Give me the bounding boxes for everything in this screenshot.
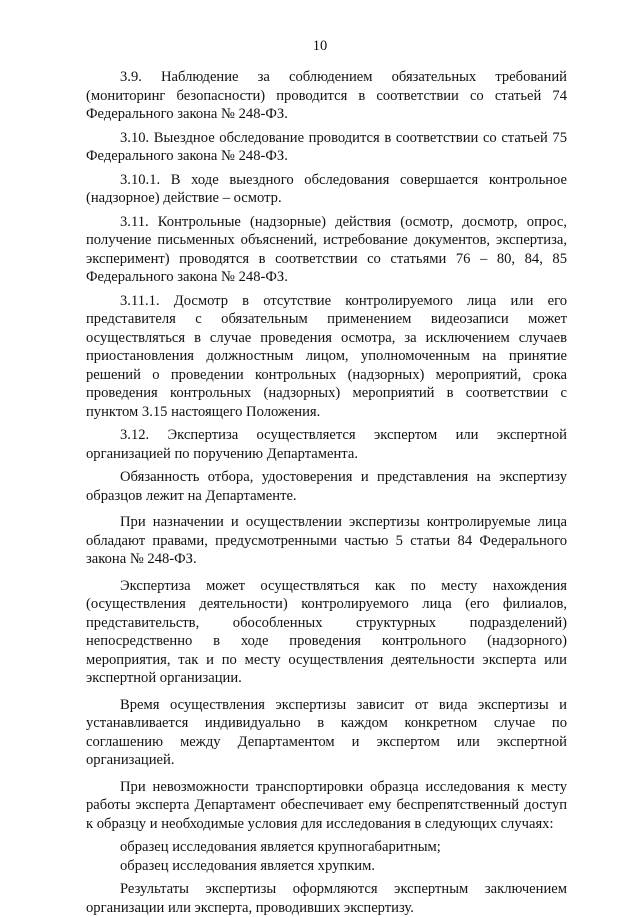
- paragraph-results: Результаты экспертизы оформляются экспертным заключением организации или эксперта, проводивших экспертизу.: [86, 881, 567, 916]
- list-item-bulky: образец исследования является крупногабаритным;: [120, 839, 441, 855]
- paragraph-3-10-1: 3.10.1. В ходе выездного обследования совершается контрольное (надзорное) действие – осмотр.: [86, 171, 567, 206]
- paragraph-3-12: 3.12. Экспертиза осуществляется экспертом или экспертной организацией по поручению Департамента.: [86, 427, 567, 462]
- paragraph-expertise-time: Время осуществления экспертизы зависит от вида экспертизы и устанавливается индивидуально в каждом конкретном случае по соглашению между Департаментом и экспертом или экспертной организацией.: [86, 696, 567, 768]
- document-body: [86, 68, 567, 917]
- paragraph-controlled-rights: При назначении и осуществлении экспертизы контролируемые лица обладают правами, предусмотренными частью 5 статьи 84 Федерального закона № 248-ФЗ.: [86, 514, 567, 567]
- paragraph-expertise-location: Экспертиза может осуществляться как по месту нахождения (осуществления деятельности) контролируемого лица (его филиалов, представительств, обособленных структурных подразделений) непосредственно в ходе проведения контрольного (надзорного) мероприятия, так и по месту осуществления деятельности эксперта или экспертной организации.: [86, 577, 567, 686]
- paragraph-3-11: 3.11. Контрольные (надзорные) действия (осмотр, досмотр, опрос, получение письменных объяснений, истребование документов, экспертиза, эксперимент) проводятся в соответствии со статьями 76 – 80, 84, 85 Федерального закона № 248-ФЗ.: [86, 213, 567, 285]
- paragraph-3-10: 3.10. Выездное обследование проводится в соответствии со статьей 75 Федерального закона № 248-ФЗ.: [86, 129, 567, 164]
- paragraph-sample-duty: Обязанность отбора, удостоверения и представления на экспертизу образцов лежит на Департаменте.: [86, 469, 567, 504]
- paragraph-3-9: 3.9. Наблюдение за соблюдением обязательных требований (мониторинг безопасности) проводится в соответствии со статьей 74 Федерального закона № 248-ФЗ.: [86, 69, 567, 122]
- paragraph-transport-impossible: При невозможности транспортировки образца исследования к месту работы эксперта Департамент обеспечивает ему беспрепятственный доступ к образцу и необходимые условия для исследования в следующих случаях:: [86, 778, 567, 832]
- paragraph-3-11-1: 3.11.1. Досмотр в отсутствие контролируемого лица или его представителя с обязательным применением видеозаписи может осуществляться в случае проведения осмотра, за исключением случаев приостановления должностным лицом, уполномоченным на принятие решений о проведении контрольных (надзорных) мероприятий, срока проведения контрольных (надзорных) мероприятий в соответствии с пунктом 3.15 настоящего Положения.: [86, 292, 567, 420]
- list-item-fragile: образец исследования является хрупким.: [120, 857, 375, 874]
- page-number: 10: [312, 38, 328, 54]
